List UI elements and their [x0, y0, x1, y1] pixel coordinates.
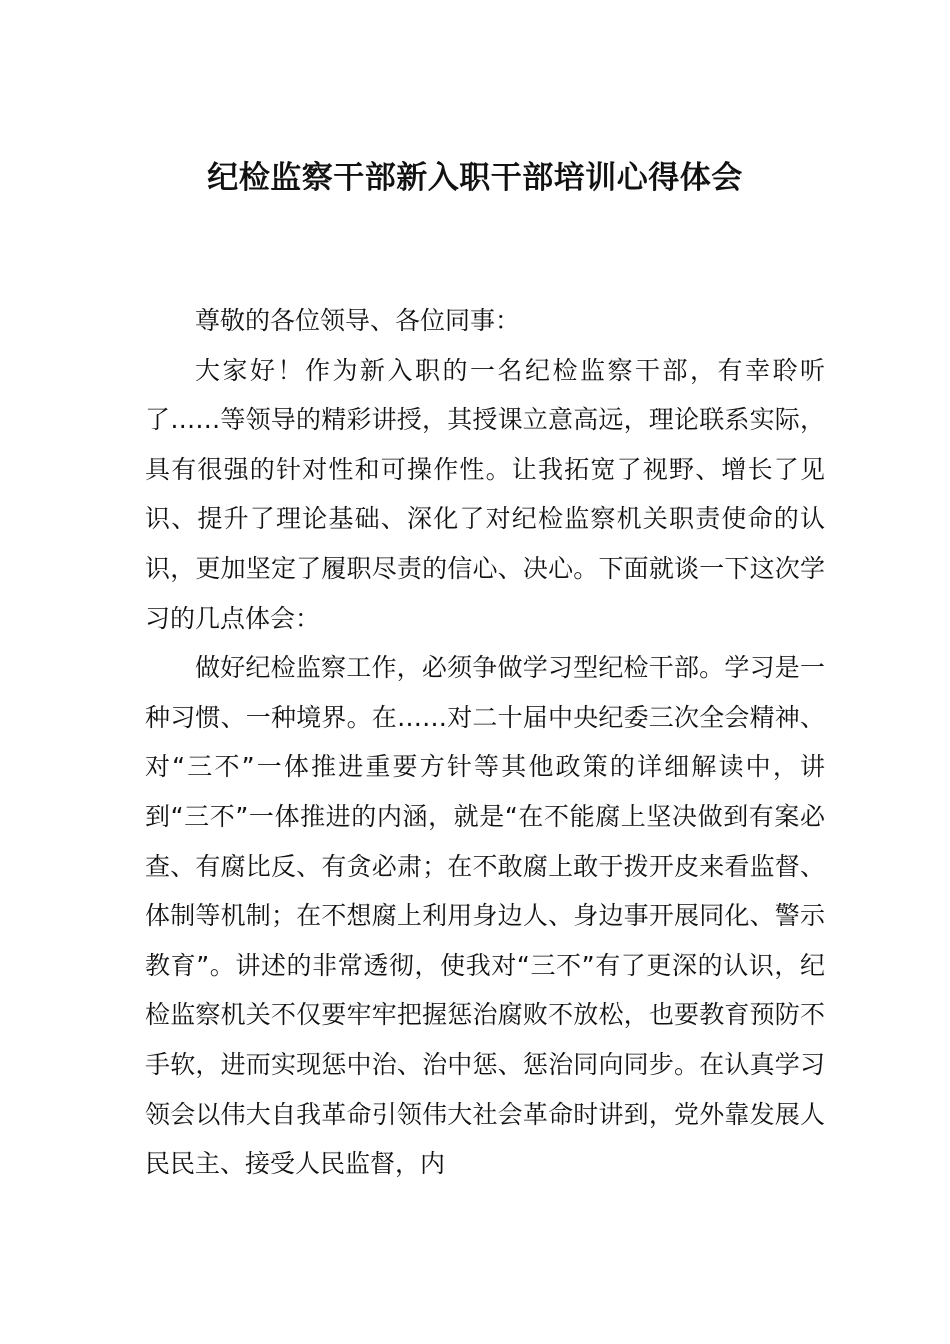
document-title: 纪检监察干部新入职干部培训心得体会	[207, 160, 743, 196]
body-paragraph: 做好纪检监察工作，必须争做学习型纪检干部。学习是一种习惯、一种境界。在……对二十届中央纪委三次全会精神、对“三不”一体推进重要方针等其他政策的详细解读中，讲到“三不”一体推进的内涵，就是“在不能腐上坚决做到有案必查、有腐比反、有贪必肃；在不敢腐上敢于拨开皮来看监督、体制等机制；在不想腐上利用身边人、身边事开展同化、警示教育”。讲述的非常透彻，使我对“三不”有了更深的认识，纪检监察机关不仅要牢牢把握惩治腐败不放松，也要教育预防不手软，进而实现惩中治、治中惩、惩治同向同步。在认真学习领会以伟大自我革命引领伟大社会革命时讲到，党外靠发展人民民主、接受人民监督，内	[145, 653, 825, 1179]
document-body	[145, 296, 825, 1189]
salutation-paragraph: 尊敬的各位领导、各位同事：	[195, 306, 521, 335]
body-paragraph: 大家好！作为新入职的一名纪检监察干部，有幸聆听了……等领导的精彩讲授，其授课立意高远，理论联系实际，具有很强的针对性和可操作性。让我拓宽了视野、增长了见识、提升了理论基础、深化了对纪检监察机关职责使命的认识，更加坚定了履职尽责的信心、决心。下面就谈一下这次学习的几点体会：	[145, 355, 825, 633]
